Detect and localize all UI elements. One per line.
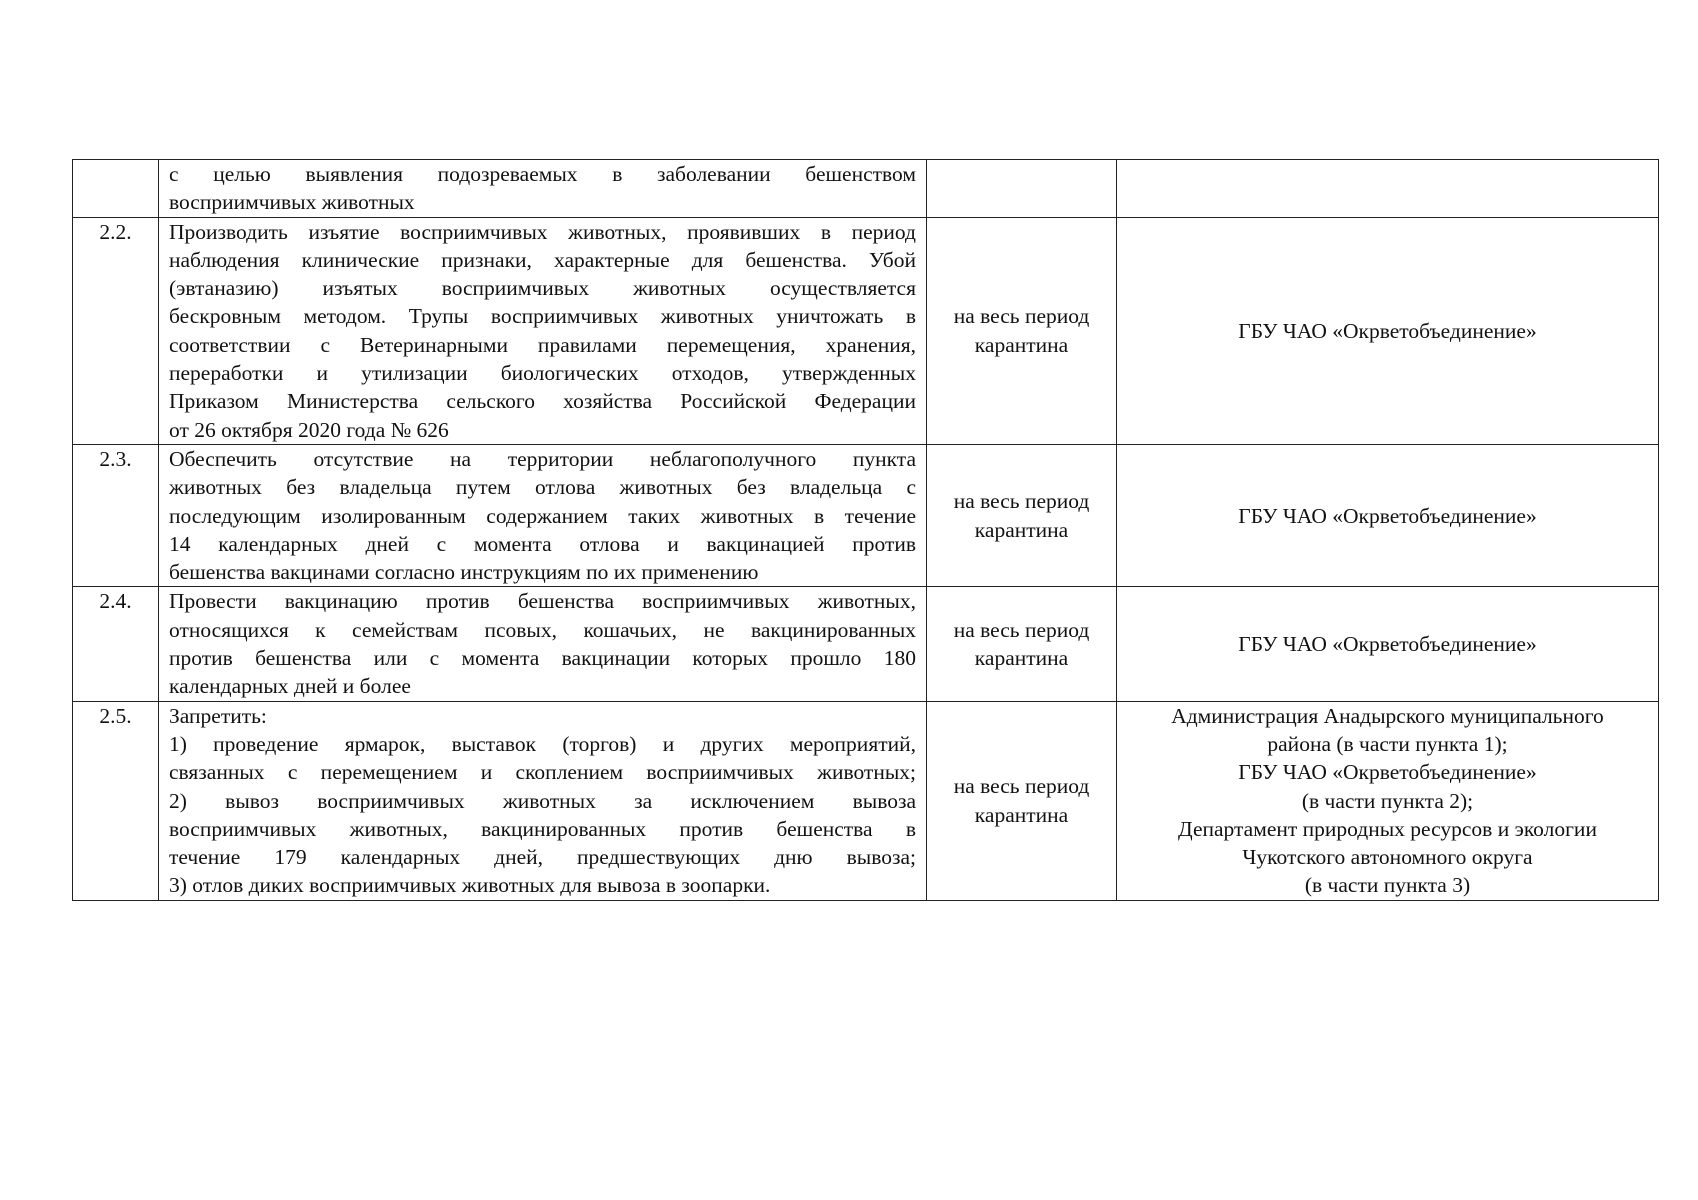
term-text-line: на весь период — [953, 617, 1090, 642]
term-cell — [927, 217, 1117, 444]
measure-cell — [159, 587, 927, 701]
measure-text-line: Запретить: — [169, 703, 267, 728]
measure-text-line: переработки и утилизации биологических отходов, утвержденных — [169, 361, 916, 386]
responsible-text-line: (в части пункта 2); — [1301, 788, 1474, 813]
responsible-cell — [1117, 160, 1659, 218]
measure-text-line: последующим изолированным содержанием таких животных в течение — [169, 503, 916, 528]
measure-text-line: с целью выявления подозреваемых в заболевании бешенством — [169, 162, 916, 186]
measure-text-line: Обеспечить отсутствие на территории неблагополучного пункта — [169, 446, 916, 471]
responsible-text-line: ГБУ ЧАО «Окрветобъединение» — [1238, 503, 1537, 528]
table-row — [73, 587, 1659, 701]
row-number-cell — [73, 160, 159, 218]
measure-text-line: бешенства вакцинами согласно инструкциям по их применению — [169, 560, 759, 585]
term-cell — [927, 160, 1117, 218]
responsible-text-line: ГБУ ЧАО «Окрветобъединение» — [1238, 760, 1537, 785]
row-number: 2.4. — [99, 589, 132, 614]
row-number-cell — [73, 217, 159, 444]
measure-text-line: восприимчивых животных — [169, 190, 415, 215]
row-number-cell — [73, 701, 159, 900]
row-number: 2.2. — [99, 219, 132, 244]
measure-text-line: Провести вакцинацию против бешенства восприимчивых животных, — [169, 589, 916, 614]
measure-text-line: против бешенства или с момента вакцинации которых прошло 180 — [169, 646, 916, 671]
term-text-line: на весь период — [953, 304, 1090, 329]
term-text-line: на весь период — [953, 489, 1090, 514]
responsible-cell — [1117, 217, 1659, 444]
measure-text-line: бескровным методом. Трупы восприимчивых животных уничтожать в — [169, 304, 916, 329]
row-number: 2.3. — [99, 446, 132, 471]
responsible-text-line: ГБУ ЧАО «Окрветобъединение» — [1238, 318, 1537, 343]
responsible-text-line: (в части пункта 3) — [1304, 873, 1471, 898]
responsible-text-line: ГБУ ЧАО «Окрветобъединение» — [1238, 631, 1537, 656]
measure-cell — [159, 444, 927, 586]
term-cell — [927, 444, 1117, 586]
measure-text-line: относящихся к семействам псовых, кошачьих, не вакцинированных — [169, 617, 916, 642]
measure-cell — [159, 217, 927, 444]
measure-text-line: 2) вывоз восприимчивых животных за исключением вывоза — [169, 788, 916, 813]
table-row — [73, 217, 1659, 444]
term-cell — [927, 701, 1117, 900]
measure-text-line: 1) проведение ярмарок, выставок (торгов) и других мероприятий, — [169, 731, 916, 756]
measure-text-line: 3) отлов диких восприимчивых животных для вывоза в зоопарки. — [169, 873, 771, 898]
responsible-cell — [1117, 444, 1659, 586]
term-text-line: карантина — [974, 332, 1069, 357]
responsible-text-line: Департамент природных ресурсов и экологии — [1178, 816, 1597, 841]
responsible-cell — [1117, 701, 1659, 900]
term-text-line: на весь период — [953, 774, 1090, 799]
table-row — [73, 444, 1659, 586]
responsible-cell — [1117, 587, 1659, 701]
measure-text-line: связанных с перемещением и скоплением восприимчивых животных; — [169, 760, 916, 785]
measure-text-line: 14 календарных дней с момента отлова и вакцинацией против — [169, 531, 916, 556]
measure-text-line: календарных дней и более — [169, 674, 411, 699]
measure-text-line: от 26 октября 2020 года № 626 — [169, 417, 449, 442]
measure-text-line: Приказом Министерства сельского хозяйства Российской Федерации — [169, 389, 916, 414]
row-number-cell — [73, 587, 159, 701]
table-row — [73, 160, 1659, 218]
measure-text-line: течение 179 календарных дней, предшествующих дню вывоза; — [169, 845, 916, 870]
measures-table — [72, 159, 1659, 901]
term-text-line: карантина — [974, 646, 1069, 671]
responsible-text-line: Чукотского автономного округа — [1242, 845, 1533, 870]
term-text-line: карантина — [974, 802, 1069, 827]
term-cell — [927, 587, 1117, 701]
measure-text-line: (эвтаназию) изъятых восприимчивых животных осуществляется — [169, 276, 916, 301]
row-number-cell — [73, 444, 159, 586]
measure-text-line: Производить изъятие восприимчивых животных, проявивших в период — [169, 219, 916, 244]
table-row — [73, 701, 1659, 900]
measure-text-line: восприимчивых животных, вакцинированных против бешенства в — [169, 816, 916, 841]
measure-cell — [159, 160, 927, 218]
measure-text-line: соответствии с Ветеринарными правилами перемещения, хранения, — [169, 332, 916, 357]
measure-text-line: наблюдения клинические признаки, характерные для бешенства. Убой — [169, 247, 916, 272]
responsible-text-line: района (в части пункта 1); — [1267, 731, 1508, 756]
measure-cell — [159, 701, 927, 900]
measure-text-line: животных без владельца путем отлова животных без владельца с — [169, 475, 916, 500]
row-number: 2.5. — [99, 703, 132, 728]
term-text-line: карантина — [974, 517, 1069, 542]
measures-table-body — [73, 160, 1659, 901]
responsible-text-line: Администрация Анадырского муниципального — [1171, 703, 1604, 728]
